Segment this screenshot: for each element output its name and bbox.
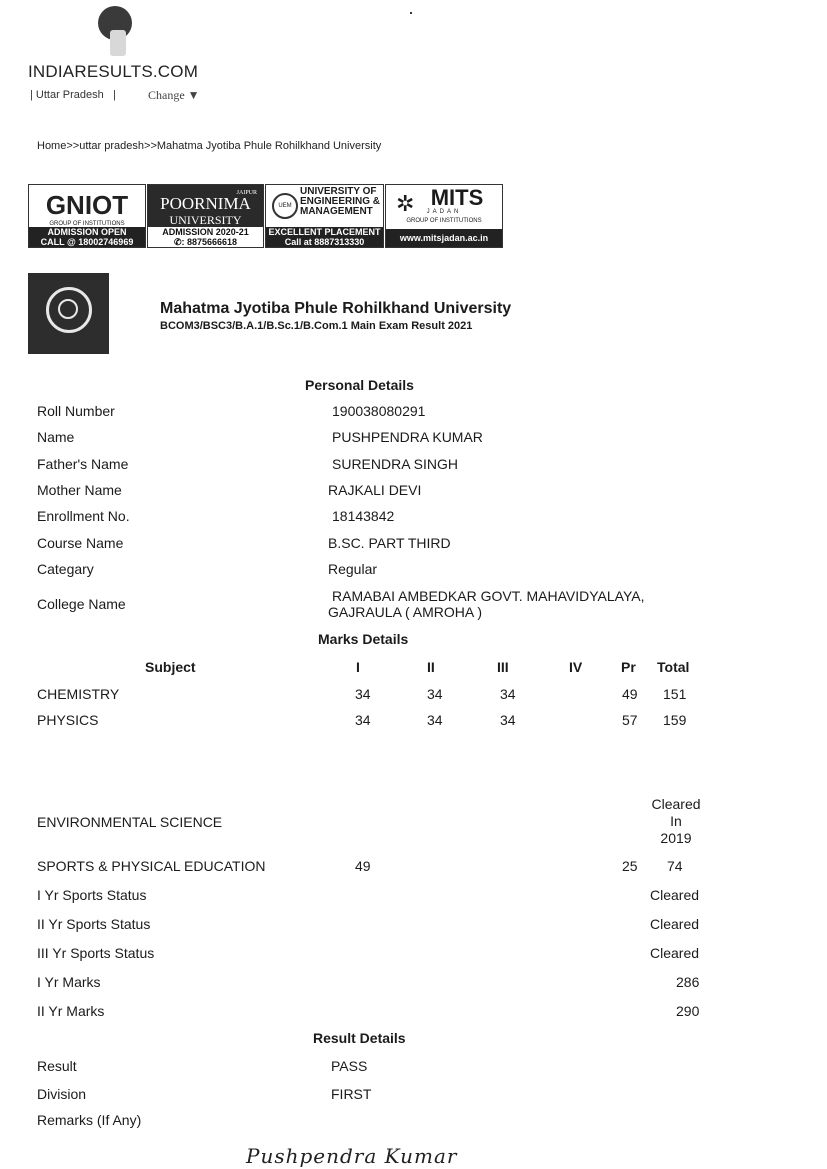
ad-gniot-sub: GROUP OF INSTITUTIONS — [49, 221, 125, 227]
mark-iii: 34 — [500, 686, 516, 702]
label-enrollment: Enrollment No. — [37, 508, 130, 524]
ad-banner-gniot[interactable] — [28, 184, 146, 248]
ad-uem-line1: EXCELLENT PLACEMENT — [268, 227, 381, 237]
status-value: Cleared — [650, 945, 700, 961]
mark-total: 151 — [663, 686, 687, 702]
current-state: | Uttar Pradesh — [30, 89, 104, 101]
status-label: I Yr Sports Status — [37, 887, 147, 903]
change-state-link[interactable]: Change ▼ — [148, 88, 200, 102]
label-name: Name — [37, 429, 75, 445]
ad-poornima-line1: ADMISSION 2020-21 — [162, 227, 249, 237]
mark-i: 34 — [355, 686, 371, 702]
subject-name: ENVIRONMENTAL SCIENCE — [37, 814, 223, 830]
value-father-name: SURENDRA SINGH — [332, 456, 459, 472]
mark-total-line1: Cleared — [651, 796, 701, 812]
scan-speck — [410, 12, 412, 14]
mark-total-line2: In — [670, 813, 682, 829]
value-category: Regular — [328, 561, 378, 577]
mark-pr: 49 — [622, 686, 638, 702]
label-course: Course Name — [37, 535, 124, 551]
value-enrollment: 18143842 — [332, 508, 395, 524]
mark-ii: 34 — [427, 686, 443, 702]
section-title-result: Result Details — [313, 1030, 406, 1046]
breadcrumb — [37, 140, 381, 152]
value-college-line1: RAMABAI AMBEDKAR GOVT. MAHAVIDYALAYA, — [332, 588, 645, 604]
mark-i: 49 — [355, 858, 371, 874]
emblem-text — [32, 338, 105, 350]
status-value: Cleared — [650, 916, 700, 932]
ad-uem-footer — [266, 227, 383, 247]
breadcrumb-sep: >> — [144, 140, 157, 152]
status-value: Cleared — [650, 887, 700, 903]
ad-poornima-title2: UNIVERSITY — [169, 213, 242, 227]
breadcrumb-state[interactable]: uttar pradesh — [79, 140, 145, 152]
ad-gniot-title: GNIOT — [45, 189, 129, 220]
status-label: III Yr Sports Status — [37, 945, 155, 961]
university-name: Mahatma Jyotiba Phule Rohilkhand University — [160, 300, 512, 317]
mark-total: 159 — [663, 712, 687, 728]
status-value: 290 — [676, 1003, 700, 1019]
ad-mits-line1: www.mitsjadan.ac.in — [399, 233, 489, 243]
section-title-marks: Marks Details — [318, 631, 409, 647]
status-label: II Yr Sports Status — [37, 916, 151, 932]
site-logo-figure-icon — [110, 30, 126, 56]
col-header-subject: Subject — [145, 659, 196, 675]
ad-poornima-title — [148, 185, 263, 229]
col-header-pr: Pr — [621, 659, 636, 675]
status-value: 286 — [676, 974, 700, 990]
ad-poornima-footer — [148, 227, 263, 247]
ad-uem-title1: UNIVERSITY OF — [300, 186, 377, 197]
ad-mits-title: MITS — [430, 185, 484, 210]
section-title-personal: Personal Details — [305, 377, 414, 393]
ad-uem-line2: Call at 8887313330 — [284, 237, 365, 247]
ad-gniot-line2: CALL @ 18002746969 — [40, 237, 134, 247]
ad-poornima-line2: ✆: 8875666618 — [173, 237, 238, 247]
ad-poornima-tag: JAIPUR — [236, 190, 257, 196]
university-emblem-icon — [28, 273, 109, 354]
label-division: Division — [37, 1086, 87, 1102]
label-remarks: Remarks (If Any) — [37, 1112, 142, 1128]
value-division: FIRST — [331, 1086, 372, 1102]
ad-uem-title — [266, 185, 383, 227]
site-brand[interactable]: INDIARESULTS.COM — [28, 62, 199, 81]
ad-mits-footer — [386, 229, 502, 247]
label-father-name: Father's Name — [37, 456, 129, 472]
uem-seal-icon: UEM — [272, 193, 298, 219]
ad-mits-sub: JADAN — [426, 209, 462, 215]
mark-total: 74 — [667, 858, 683, 874]
ad-mits-sub2: GROUP OF INSTITUTIONS — [406, 218, 482, 224]
handwritten-signature: Pushpendra Kumar — [246, 1144, 458, 1168]
label-category: Categary — [37, 561, 94, 577]
breadcrumb-home[interactable]: Home — [37, 140, 67, 152]
col-header-iv: IV — [569, 659, 583, 675]
value-roll-number: 190038080291 — [332, 403, 426, 419]
col-header-total: Total — [657, 659, 690, 675]
state-separator: | — [113, 89, 116, 101]
col-header-iii: III — [497, 659, 509, 675]
value-course: B.SC. PART THIRD — [328, 535, 451, 551]
mark-i: 34 — [355, 712, 371, 728]
ad-banner-uem[interactable] — [265, 184, 384, 248]
mark-pr: 57 — [622, 712, 638, 728]
breadcrumb-university[interactable]: Mahatma Jyotiba Phule Rohilkhand University — [156, 140, 382, 152]
status-label: II Yr Marks — [37, 1003, 105, 1019]
label-roll-number: Roll Number — [37, 403, 115, 419]
col-header-i: I — [356, 659, 360, 675]
ad-uem-title2: ENGINEERING & — [300, 196, 381, 207]
mits-emblem-icon: ✲ — [396, 191, 415, 216]
subject-name: SPORTS & PHYSICAL EDUCATION — [37, 858, 266, 874]
ad-uem-title3: MANAGEMENT — [300, 206, 373, 217]
label-mother-name: Mother Name — [37, 482, 122, 498]
breadcrumb-sep: >> — [66, 140, 80, 152]
ad-gniot-line1: ADMISSION OPEN — [47, 227, 127, 237]
label-college: College Name — [37, 596, 126, 612]
value-mother-name: RAJKALI DEVI — [328, 482, 422, 498]
col-header-ii: II — [427, 659, 435, 675]
ad-gniot-footer — [29, 227, 145, 247]
ad-banner-poornima[interactable] — [147, 184, 264, 248]
mark-ii: 34 — [427, 712, 443, 728]
mark-pr: 25 — [622, 858, 638, 874]
value-college-line2: GAJRAULA ( AMROHA ) — [328, 604, 483, 620]
mark-iii: 34 — [500, 712, 516, 728]
ad-poornima-title1: POORNIMA — [160, 194, 251, 213]
value-result: PASS — [331, 1058, 368, 1074]
value-name: PUSHPENDRA KUMAR — [332, 429, 483, 445]
subject-name: PHYSICS — [37, 712, 99, 728]
ad-banner-mits[interactable] — [385, 184, 503, 248]
mark-total-line3: 2019 — [660, 830, 692, 846]
label-result: Result — [37, 1058, 77, 1074]
emblem-core — [58, 299, 78, 319]
status-label: I Yr Marks — [37, 974, 101, 990]
subject-name: CHEMISTRY — [37, 686, 120, 702]
exam-name: BCOM3/BSC3/B.A.1/B.Sc.1/B.Com.1 Main Exam Result 2021 — [160, 320, 473, 332]
